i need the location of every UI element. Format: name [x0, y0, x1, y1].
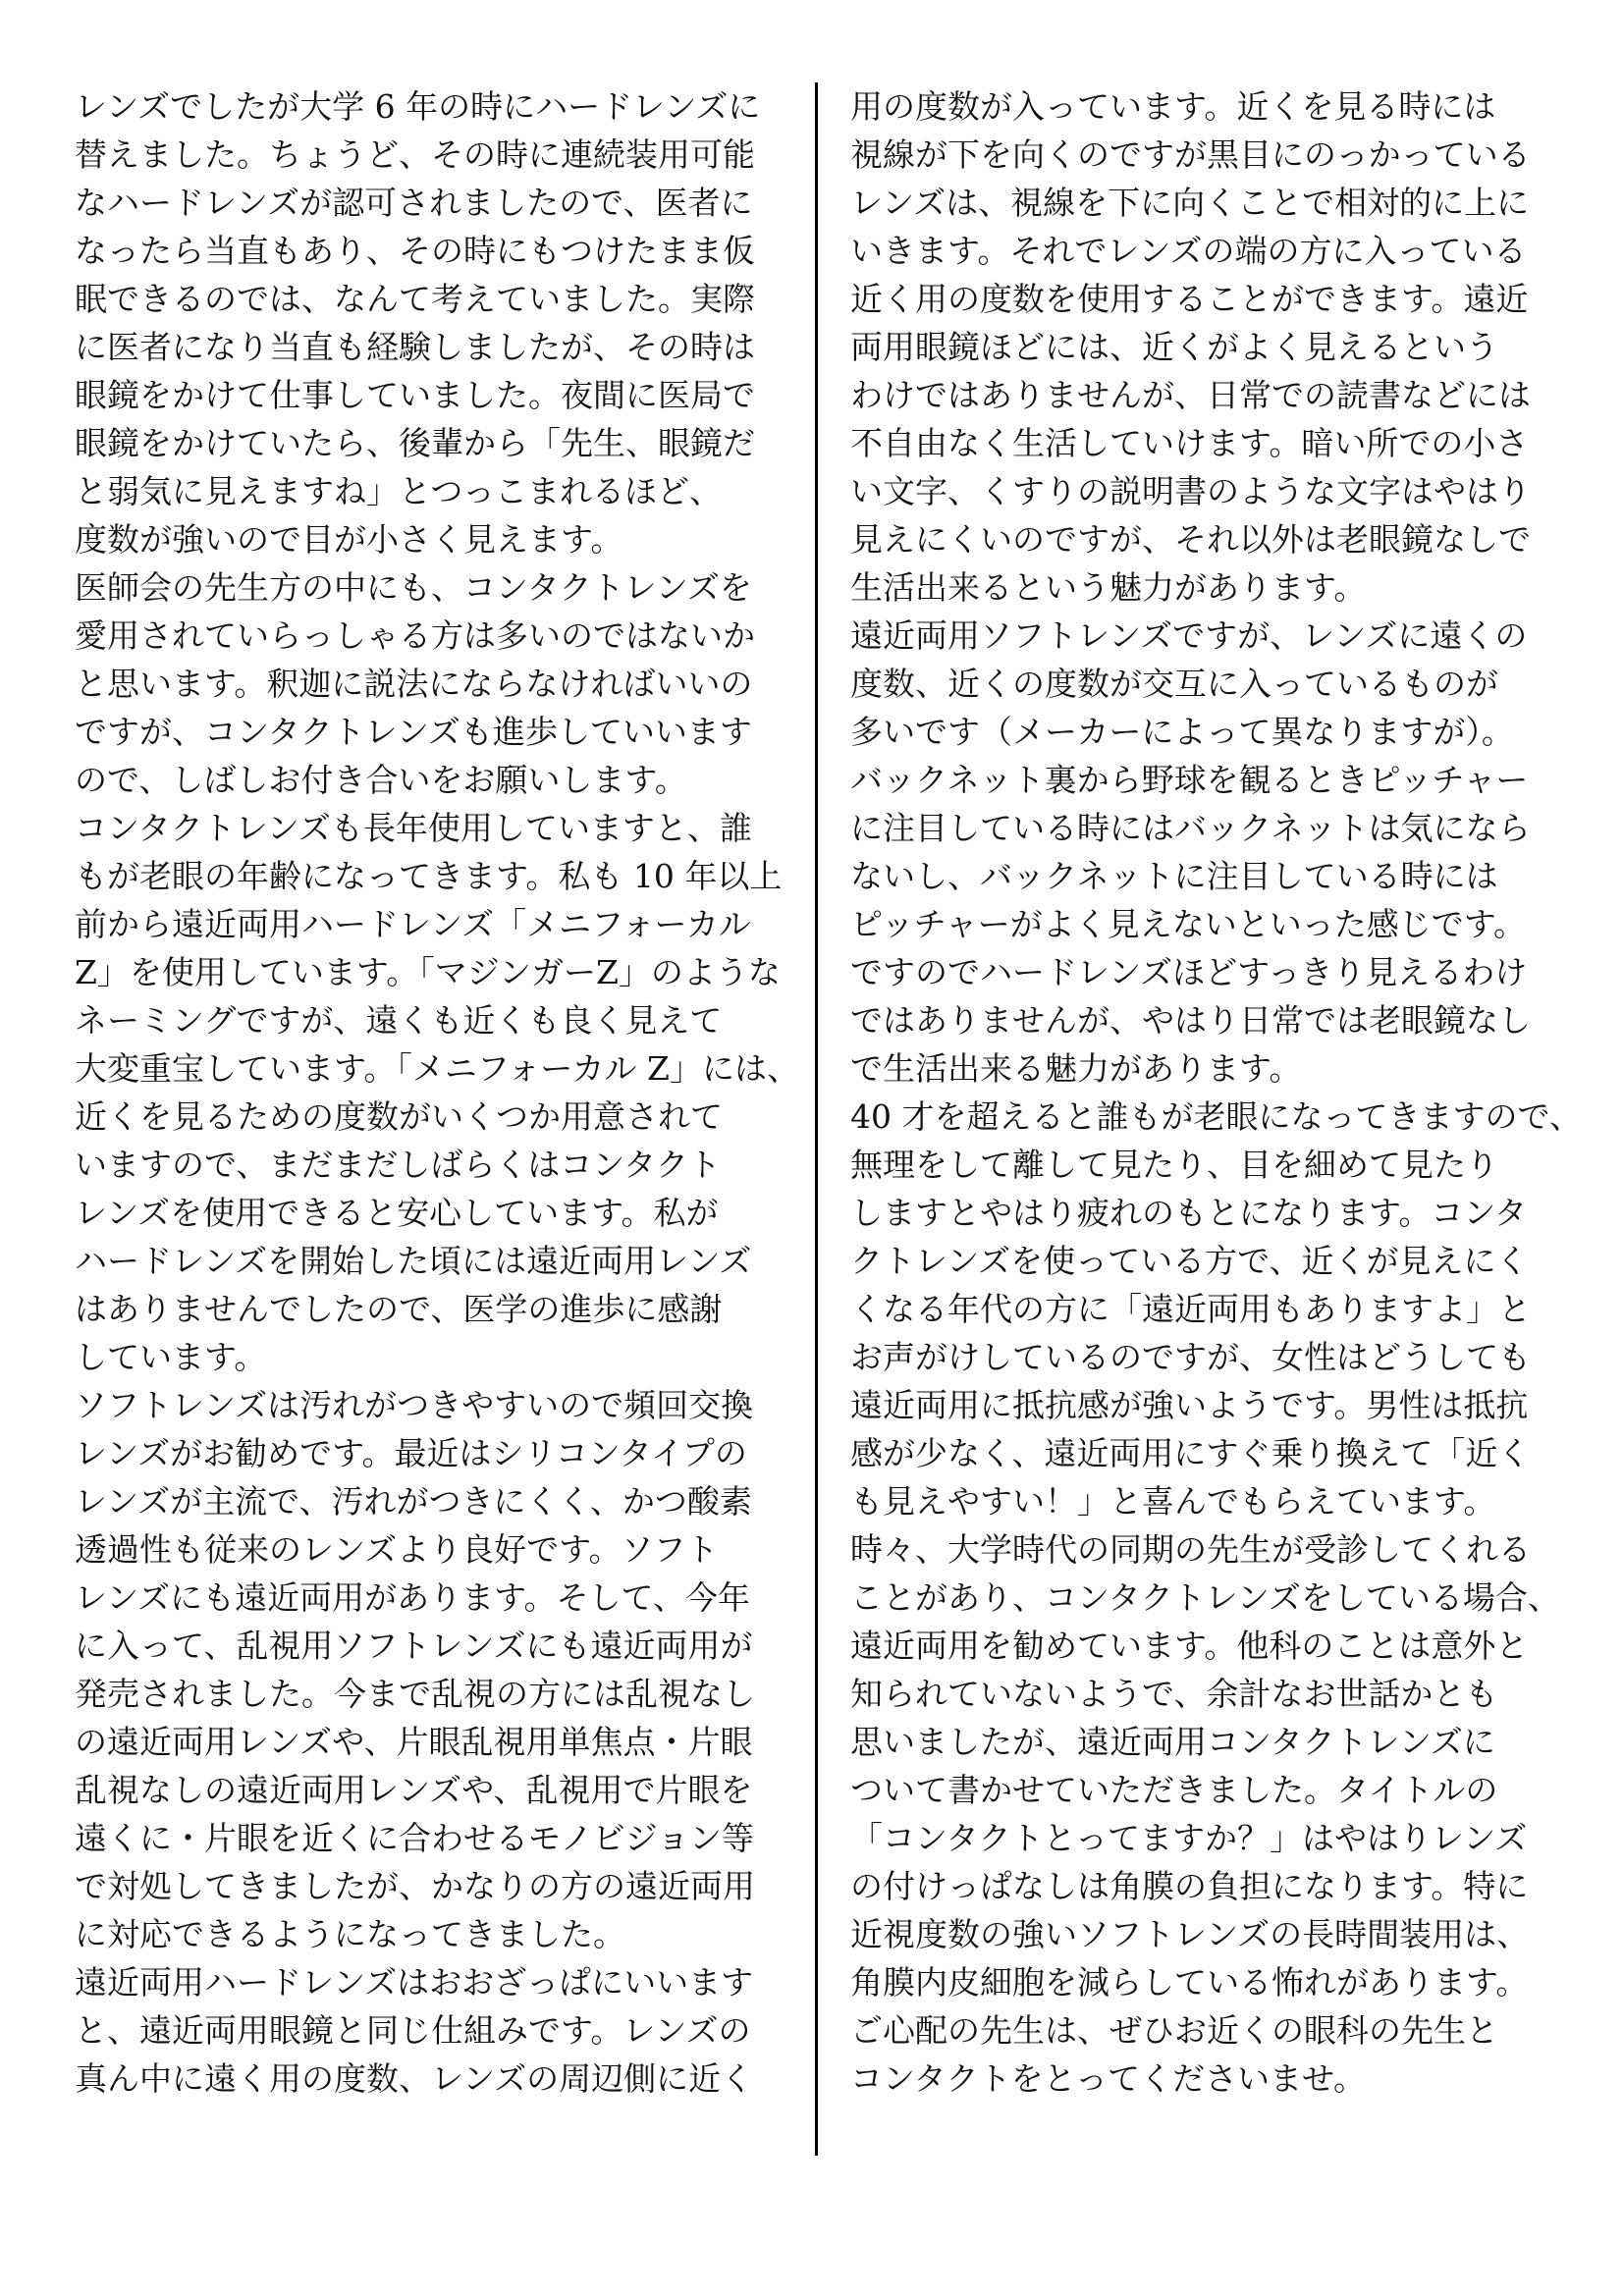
- text-line: 近く用の度数を使用することができます。遠近: [850, 280, 1529, 318]
- text-line: 度数、近くの度数が交互に入っているものが: [850, 665, 1498, 703]
- text-line: 大変重宝しています。「メニフォーカル Z」には、: [75, 1049, 799, 1088]
- text-line: いますので、まだまだしばらくはコンタクト: [75, 1146, 722, 1184]
- text-line: 遠近両用を勧めています。他科のことは意外と: [850, 1627, 1529, 1665]
- text-line: と思います。釈迦に説法にならなければいいの: [75, 665, 753, 703]
- text-line: ソフトレンズは汚れがつきやすいので頻回交換: [75, 1386, 754, 1424]
- text-line: レンズが主流で、汚れがつきにくく、かつ酸素: [75, 1482, 752, 1521]
- text-line: くなる年代の方に「遠近両用もありますよ」と: [850, 1290, 1531, 1328]
- text-line: 生活出来るという魅力があります。: [850, 568, 1367, 607]
- paragraph: [75, 563, 791, 804]
- text-line: 見えにくいのですが、それ以外は老眼鏡なしで: [850, 520, 1531, 559]
- text-line: レンズは、視線を下に向くことで相対的に上に: [850, 184, 1530, 222]
- text-line: 遠近両用ソフトレンズですが、レンズに遠くの: [850, 616, 1528, 655]
- text-line: 替えました。ちょうど、その時に連続装用可能: [75, 135, 755, 174]
- text-line: に医者になり当直も経験しましたが、その時は: [75, 328, 755, 366]
- text-line: 透過性も従来のレンズより良好です。ソフト: [75, 1530, 719, 1569]
- text-line: 多いです（メーカーによって異なりますが）。: [850, 713, 1514, 751]
- text-line: はありませんでしたので、医学の進歩に感謝: [75, 1290, 723, 1328]
- left-column: [75, 82, 799, 2103]
- text-line: 眠できるのでは、なんて考えていました。実際: [75, 280, 755, 318]
- text-line: 時々、大学時代の同期の先生が受診してくれる: [850, 1530, 1531, 1569]
- text-line: 遠くに・片眼を近くに合わせるモノビジョン等: [75, 1819, 755, 1857]
- text-line: 無理をして離して見たり、目を細めて見たり: [850, 1146, 1498, 1184]
- text-line: と、遠近両用眼鏡と同じ仕組みです。レンズの: [75, 2011, 751, 2050]
- text-line: に注目している時にはバックネットは気になら: [850, 809, 1531, 847]
- text-line: 視線が下を向くのですが黒目にのっかっている: [850, 135, 1531, 174]
- text-line: と弱気に見えますね」とつっこまれるほど、: [75, 472, 723, 510]
- paragraph: [75, 82, 791, 563]
- paragraph: [850, 612, 1577, 1093]
- text-line: の遠近両用レンズや、片眼乱視用単焦点・片眼: [75, 1723, 753, 1761]
- text-line: 近視度数の強いソフトレンズの長時間装用は、: [850, 1915, 1530, 1953]
- text-line: いきます。それでレンズの端の方に入っている: [850, 232, 1527, 270]
- text-line: コンタクトレンズも長年使用していますと、誰: [75, 809, 752, 847]
- text-line: い文字、くすりの説明書のような文字はやはり: [850, 472, 1531, 510]
- text-line: ご心配の先生は、ぜひお近くの眼科の先生と: [850, 2011, 1498, 2050]
- text-line: 発売されました。今まで乱視の方には乱視なし: [75, 1675, 755, 1713]
- text-line: 医師会の先生方の中にも、コンタクトレンズを: [75, 568, 752, 607]
- text-line: ですが、コンタクトレンズも進歩していいます: [75, 713, 752, 751]
- text-line: ピッチャーがよく見えないといった感じです。: [850, 905, 1527, 943]
- text-line: ハードレンズを開始した頃には遠近両用レンズ: [75, 1242, 752, 1280]
- text-line: の付けっぱなしは角膜の負担になります。特に: [850, 1867, 1529, 1905]
- text-line: レンズでしたが大学 6 年の時にハードレンズに: [75, 87, 761, 126]
- paragraph: [75, 804, 799, 1381]
- text-line: 真ん中に遠く用の度数、レンズの周辺側に近く: [75, 2059, 754, 2098]
- text-line: もが老眼の年齢になってきます。私も 10 年以上: [75, 857, 783, 895]
- paragraph: [850, 82, 1577, 612]
- text-line: 乱視なしの遠近両用レンズや、乱視用で片眼を: [75, 1771, 753, 1809]
- text-line: わけではありませんが、日常での読書などには: [850, 376, 1531, 414]
- text-line: 度数が強いので目が小さく見えます。: [75, 520, 623, 559]
- text-line: で対処してきましたが、かなりの方の遠近両用: [75, 1867, 755, 1905]
- text-line: ないし、バックネットに注目している時には: [850, 857, 1498, 895]
- text-line: Z」を使用しています。「マジンガーZ」のような: [75, 953, 781, 991]
- text-line: なハードレンズが認可されましたので、医者に: [75, 184, 753, 222]
- text-line: 前から遠近両用ハードレンズ「メニフォーカル: [75, 905, 751, 943]
- text-line: クトレンズを使っている方で、近くが見えにく: [850, 1242, 1529, 1280]
- text-line: しますとやはり疲れのもとになります。コンタ: [850, 1194, 1528, 1232]
- text-line: お声がけしているのですが、女性はどうしても: [850, 1338, 1531, 1376]
- text-line: 用の度数が入っています。近くを見る時には: [850, 87, 1496, 126]
- text-line: レンズにも遠近両用があります。そして、今年: [75, 1578, 750, 1617]
- text-line: 両用眼鏡ほどには、近くがよく見えるという: [850, 328, 1498, 366]
- paragraph: [850, 1525, 1577, 2103]
- text-line: 感が少なく、遠近両用にすぐ乗り換えて「近く: [850, 1434, 1531, 1472]
- text-line: コンタクトをとってくださいませ。: [850, 2059, 1367, 2098]
- text-line: ネーミングですが、遠くも近くも良く見えて: [75, 1001, 723, 1040]
- text-line: 「コンタクトとってますか？」はやはりレンズ: [850, 1819, 1528, 1857]
- text-line: 遠近両用ハードレンズはおおざっぱにいいます: [75, 1963, 754, 2002]
- paragraph: [75, 1958, 791, 2103]
- text-line: に対応できるようになってきました。: [75, 1915, 625, 1953]
- text-line: も見えやすい！」と喜んでもらえています。: [850, 1482, 1496, 1521]
- text-line: 知られていないようで、余計なお世話かとも: [850, 1675, 1498, 1713]
- text-line: ので、しばしお付き合いをお願いします。: [75, 761, 687, 799]
- right-column: [850, 82, 1582, 2103]
- text-line: ついて書かせていただきました。タイトルの: [850, 1771, 1498, 1809]
- text-line: 眼鏡をかけていたら、後輩から「先生、眼鏡だ: [75, 424, 755, 462]
- paragraph: [75, 1381, 791, 1958]
- text-line: 遠近両用に抵抗感が強いようです。男性は抵抗: [850, 1386, 1529, 1424]
- text-line: に入って、乱視用ソフトレンズにも遠近両用が: [75, 1627, 753, 1665]
- text-line: バックネット裏から野球を観るときピッチャー: [850, 761, 1529, 799]
- paragraph: [850, 1093, 1582, 1525]
- text-line: 愛用されていらっしゃる方は多いのではないか: [75, 616, 755, 655]
- text-line: レンズを使用できると安心しています。私が: [75, 1194, 719, 1232]
- text-line: ことがあり、コンタクトレンズをしている場合、: [850, 1578, 1560, 1617]
- text-line: 不自由なく生活していけます。暗い所での小さ: [850, 424, 1529, 462]
- text-line: 近くを見るための度数がいくつか用意されて: [75, 1097, 723, 1136]
- text-line: 思いましたが、遠近両用コンタクトレンズに: [850, 1723, 1495, 1761]
- text-line: 角膜内皮細胞を減らしている怖れがあります。: [850, 1963, 1529, 2002]
- text-line: なったら当直もあり、その時にもつけたまま仮: [75, 232, 755, 270]
- text-line: ではありませんが、やはり日常では老眼鏡なし: [850, 1001, 1531, 1040]
- text-line: 眼鏡をかけて仕事していました。夜間に医局で: [75, 376, 755, 414]
- text-line: しています。: [75, 1338, 267, 1376]
- column-divider: [815, 82, 818, 2156]
- text-line: 40 才を超えると誰もが老眼になってきますので、: [850, 1097, 1582, 1136]
- text-line: で生活出来る魅力があります。: [850, 1049, 1302, 1088]
- text-line: レンズがお勧めです。最近はシリコンタイプの: [75, 1434, 747, 1472]
- text-line: ですのでハードレンズほどすっきり見えるわけ: [850, 953, 1528, 991]
